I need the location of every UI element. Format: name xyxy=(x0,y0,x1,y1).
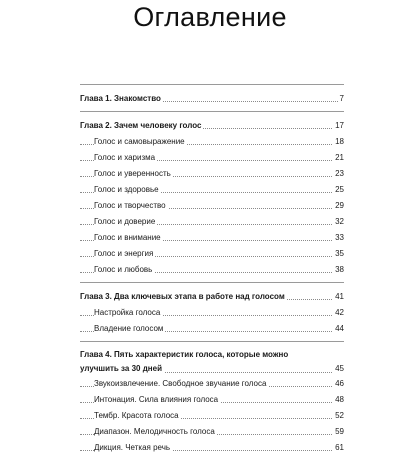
page-number: 32 xyxy=(333,214,344,230)
entry-title: Владение голосом xyxy=(94,321,165,337)
entry-title: Голос и любовь xyxy=(94,262,154,278)
page-number: 23 xyxy=(333,166,344,182)
entry-title: Голос и харизма xyxy=(94,150,157,166)
page-number: 48 xyxy=(333,392,344,408)
toc-item[interactable] xyxy=(80,166,344,182)
toc-item[interactable] xyxy=(80,262,344,278)
entry-title-line-2: улучшить за 30 дней xyxy=(80,362,164,376)
page-number: 35 xyxy=(333,246,344,262)
page-number: 45 xyxy=(333,362,344,376)
page-number: 25 xyxy=(333,182,344,198)
page-number: 33 xyxy=(333,230,344,246)
page-number: 17 xyxy=(333,118,344,134)
entry-title: Голос и самовыражение xyxy=(94,134,187,150)
page-number: 59 xyxy=(333,424,344,440)
entry-title: Голос и внимание xyxy=(94,230,163,246)
toc-chapter-3[interactable] xyxy=(80,289,344,305)
toc-chapter-4[interactable] xyxy=(80,348,344,376)
page-number: 61 xyxy=(333,440,344,456)
entry-title: Дикция. Четкая речь xyxy=(94,440,172,456)
page-number: 41 xyxy=(333,289,344,305)
entry-title-line-1: Глава 4. Пять характеристик голоса, которые можно xyxy=(80,350,289,359)
toc-item[interactable] xyxy=(80,424,344,440)
page-number: 29 xyxy=(333,198,344,214)
toc-item[interactable] xyxy=(80,440,344,456)
toc-item[interactable] xyxy=(80,305,344,321)
page-title: Оглавление xyxy=(133,2,287,32)
toc-item[interactable] xyxy=(80,182,344,198)
entry-title: Голос и энергия xyxy=(94,246,155,262)
toc-item[interactable] xyxy=(80,230,344,246)
toc-item[interactable] xyxy=(80,198,344,214)
toc-item[interactable] xyxy=(80,392,344,408)
toc-item[interactable] xyxy=(80,408,344,424)
page-number: 7 xyxy=(338,91,344,107)
entry-title: Интонация. Сила влияния голоса xyxy=(94,392,220,408)
entry-title: Глава 2. Зачем человеку голос xyxy=(80,118,203,134)
toc-item[interactable] xyxy=(80,214,344,230)
toc-item[interactable] xyxy=(80,134,344,150)
entry-title: Глава 3. Два ключевых этапа в работе над голосом xyxy=(80,289,287,305)
entry-title: Голос и творчество xyxy=(94,198,168,214)
entry-title: Диапазон. Мелодичность голоса xyxy=(94,424,217,440)
page-number: 42 xyxy=(333,305,344,321)
page-number: 38 xyxy=(333,262,344,278)
toc-chapter-1[interactable] xyxy=(80,91,344,107)
page-number: 52 xyxy=(333,408,344,424)
toc-item[interactable] xyxy=(80,376,344,392)
entry-title: Голос и здоровье xyxy=(94,182,161,198)
page-number: 21 xyxy=(333,150,344,166)
entry-title: Тембр. Красота голоса xyxy=(94,408,181,424)
toc-chapter-2[interactable] xyxy=(80,118,344,134)
table-of-contents xyxy=(80,84,344,456)
page-number: 44 xyxy=(333,321,344,337)
entry-title: Глава 1. Знакомство xyxy=(80,91,163,107)
page-number: 18 xyxy=(333,134,344,150)
entry-title: Настройка голоса xyxy=(94,305,162,321)
toc-item[interactable] xyxy=(80,321,344,337)
entry-title: Голос и уверенность xyxy=(94,166,173,182)
entry-title: Звукоизвлечение. Свободное звучание голоса xyxy=(94,376,268,392)
page-number: 46 xyxy=(333,376,344,392)
entry-title: Голос и доверие xyxy=(94,214,157,230)
toc-item[interactable] xyxy=(80,246,344,262)
toc-item[interactable] xyxy=(80,150,344,166)
